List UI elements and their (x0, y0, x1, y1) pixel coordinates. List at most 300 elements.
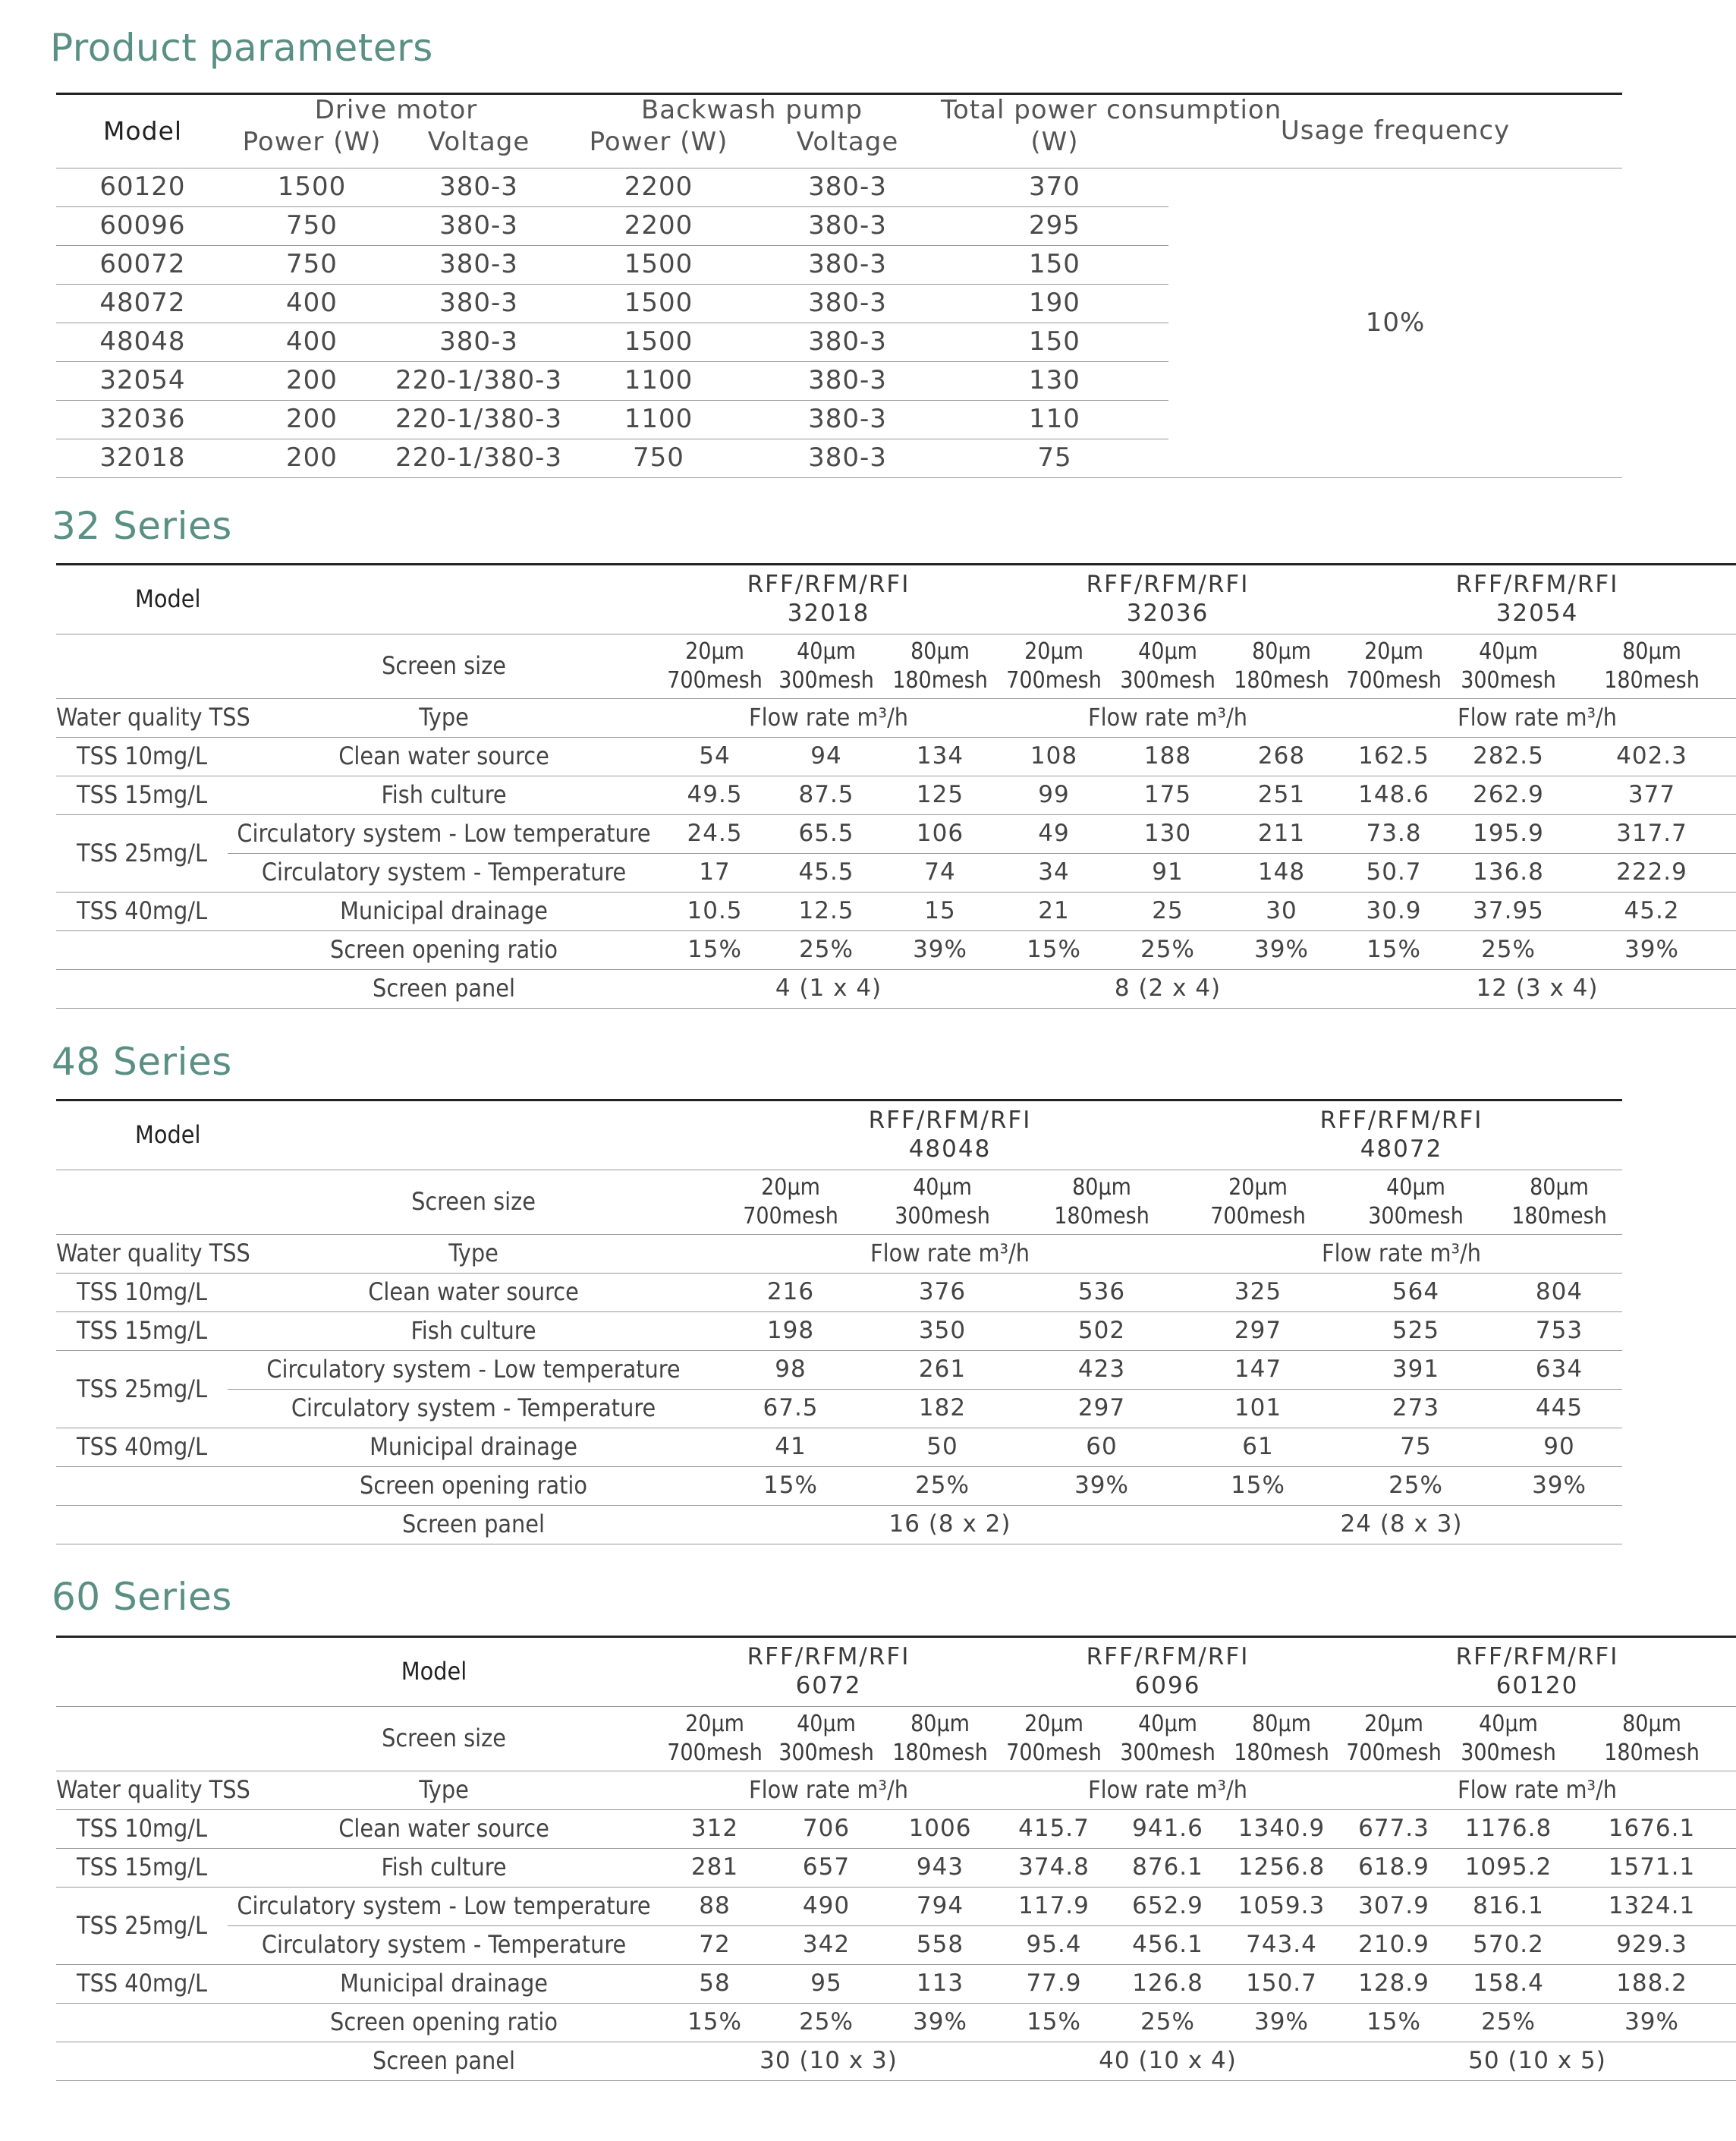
screen-size-cell (660, 634, 769, 699)
flow-value: 182 (862, 1390, 1023, 1428)
type-label: Clean water source (228, 1810, 660, 1849)
pump-power-cell: 1100 (563, 362, 754, 401)
opening-ratio-value: 25% (862, 1467, 1023, 1506)
flow-value: 50 (862, 1428, 1023, 1467)
drive-motor-header: Drive motor (229, 94, 563, 127)
pump-voltage-cell: 380-3 (754, 168, 941, 207)
mesh-label: 300mesh (778, 667, 874, 694)
tss-label: TSS 10mg/L (56, 1274, 228, 1312)
type-label: Circulatory system - Temperature (228, 1390, 719, 1428)
micron-label: 20μm (1364, 1710, 1423, 1737)
flow-value: 175 (1111, 776, 1225, 815)
flow-value: 126.8 (1111, 1965, 1225, 2004)
flow-row (56, 1849, 1736, 1888)
flow-value: 657 (769, 1849, 883, 1888)
model-row (56, 1100, 1622, 1170)
drive-power-cell: 200 (229, 362, 395, 401)
flow-value: 95 (769, 1965, 883, 2004)
flow-value: 125 (883, 776, 997, 815)
screen-size-cell (769, 634, 883, 699)
drive-voltage-cell: 380-3 (395, 168, 563, 207)
mesh-label: 700mesh (667, 1740, 763, 1766)
micron-label: 40μm (797, 638, 856, 665)
drive-voltage-cell: 380-3 (395, 207, 563, 246)
pump-voltage-cell: 380-3 (754, 401, 941, 439)
flow-row (56, 815, 1736, 854)
screen-panel-row (56, 970, 1736, 1009)
screen-panel-label: Screen panel (228, 2042, 660, 2081)
micron-label: 80μm (1622, 1710, 1681, 1737)
model-series-label: RFF/RFM/RFI (1086, 571, 1250, 599)
opening-ratio-value: 15% (1338, 2004, 1449, 2042)
model-number: 32054 (1495, 600, 1579, 627)
pump-voltage-cell: 380-3 (754, 323, 941, 362)
screen-size-label: Screen size (228, 634, 660, 699)
pump-power-cell: 1100 (563, 401, 754, 439)
flow-value: 130 (1111, 815, 1225, 854)
screen-panel-value: 30 (10 x 3) (660, 2042, 997, 2081)
opening-ratio-row (56, 1467, 1622, 1506)
flow-value: 1006 (883, 1810, 997, 1849)
flow-value: 282.5 (1449, 738, 1568, 776)
flow-row (56, 893, 1736, 931)
screen-size-row (56, 634, 1736, 699)
model-name (1338, 1637, 1736, 1707)
flow-value: 268 (1225, 738, 1338, 776)
blank-cell (56, 2004, 228, 2042)
mesh-label: 700mesh (667, 667, 763, 694)
flow-value: 273 (1335, 1390, 1496, 1428)
flow-value: 98 (719, 1351, 862, 1390)
screen-size-cell (769, 1707, 883, 1771)
flow-value: 158.4 (1449, 1965, 1568, 2004)
flow-value: 195.9 (1449, 815, 1568, 854)
model-number: 6072 (795, 1672, 862, 1699)
type-row (56, 699, 1736, 738)
flow-rate-header: Flow rate m³/h (1338, 1771, 1736, 1810)
flow-value: 261 (862, 1351, 1023, 1390)
micron-label: 20μm (1024, 1710, 1083, 1737)
screen-size-cell (1338, 1707, 1449, 1771)
micron-label: 20μm (1024, 638, 1083, 665)
mesh-label: 180mesh (1604, 667, 1700, 694)
flow-rate-header: Flow rate m³/h (1338, 699, 1736, 738)
opening-ratio-value: 39% (1023, 1467, 1181, 1506)
screen-panel-value: 12 (3 x 4) (1338, 970, 1736, 1009)
flow-value: 150.7 (1225, 1965, 1338, 2004)
micron-label: 40μm (1138, 1710, 1197, 1737)
flow-row (56, 1926, 1736, 1965)
micron-label: 20μm (761, 1173, 820, 1201)
model-cell: 60096 (56, 207, 229, 246)
flow-value: 94 (769, 738, 883, 776)
type-header: Type (228, 1235, 719, 1274)
drive-voltage-header: Voltage (395, 127, 563, 168)
flow-value: 198 (719, 1312, 862, 1351)
mesh-label: 300mesh (1368, 1203, 1464, 1230)
type-label: Municipal drainage (228, 893, 660, 931)
flow-value: 525 (1335, 1312, 1496, 1351)
flow-value: 634 (1496, 1351, 1622, 1390)
flow-value: 677.3 (1338, 1810, 1449, 1849)
flow-value: 317.7 (1568, 815, 1736, 854)
flow-rate-header: Flow rate m³/h (660, 699, 997, 738)
micron-label: 20μm (1364, 638, 1423, 665)
flow-value: 941.6 (1111, 1810, 1225, 1849)
opening-ratio-value: 25% (1111, 2004, 1225, 2042)
opening-ratio-value: 15% (660, 931, 769, 970)
micron-label: 40μm (797, 1710, 856, 1737)
flow-row (56, 1390, 1622, 1428)
flow-value: 49 (997, 815, 1111, 854)
pump-power-cell: 1500 (563, 285, 754, 323)
flow-value: 77.9 (997, 1965, 1111, 2004)
flow-value: 350 (862, 1312, 1023, 1351)
screen-size-cell (1225, 634, 1338, 699)
screen-size-cell (1023, 1170, 1181, 1235)
flow-value: 804 (1496, 1274, 1622, 1312)
flow-value: 113 (883, 1965, 997, 2004)
model-name (719, 1100, 1181, 1170)
type-label: Municipal drainage (228, 1965, 660, 2004)
drive-power-cell: 200 (229, 401, 395, 439)
blank-cell (56, 931, 228, 970)
flow-value: 281 (660, 1849, 769, 1888)
flow-value: 262.9 (1449, 776, 1568, 815)
pump-voltage-cell: 380-3 (754, 362, 941, 401)
micron-label: 80μm (910, 1710, 970, 1737)
flow-value: 147 (1181, 1351, 1335, 1390)
opening-ratio-label: Screen opening ratio (228, 931, 660, 970)
model-name (660, 1637, 997, 1707)
flow-rate-header: Flow rate m³/h (660, 1771, 997, 1810)
micron-label: 80μm (1252, 1710, 1311, 1737)
tss-label: TSS 25mg/L (56, 1888, 228, 1965)
flow-rate-header: Flow rate m³/h (719, 1235, 1181, 1274)
opening-ratio-value: 25% (769, 931, 883, 970)
flow-value: 376 (862, 1274, 1023, 1312)
model-number: 32036 (1126, 600, 1209, 627)
flow-value: 87.5 (769, 776, 883, 815)
model-name (1181, 1100, 1622, 1170)
flow-value: 325 (1181, 1274, 1335, 1312)
mesh-label: 700mesh (1006, 667, 1102, 694)
flow-value: 54 (660, 738, 769, 776)
mesh-label: 300mesh (1461, 667, 1556, 694)
micron-label: 40μm (1386, 1173, 1445, 1201)
opening-ratio-value: 15% (719, 1467, 862, 1506)
blank-cell (56, 1707, 228, 1771)
flow-value: 251 (1225, 776, 1338, 815)
tss-label: TSS 15mg/L (56, 1849, 228, 1888)
mesh-label: 180mesh (1511, 1203, 1607, 1230)
flow-value: 307.9 (1338, 1888, 1449, 1926)
flow-value: 816.1 (1449, 1888, 1568, 1926)
opening-ratio-value: 25% (1335, 1467, 1496, 1506)
flow-value: 91 (1111, 854, 1225, 893)
micron-label: 40μm (1479, 1710, 1538, 1737)
blank-cell (56, 1467, 228, 1506)
flow-value: 58 (660, 1965, 769, 2004)
opening-ratio-row (56, 2004, 1736, 2042)
flow-value: 402.3 (1568, 738, 1736, 776)
flow-value: 652.9 (1111, 1888, 1225, 1926)
screen-size-cell (1111, 1707, 1225, 1771)
pump-voltage-cell: 380-3 (754, 207, 941, 246)
water-quality-header: Water quality TSS (56, 1771, 228, 1810)
opening-ratio-value: 25% (769, 2004, 883, 2042)
model-series-label: RFF/RFM/RFI (747, 571, 910, 599)
flow-value: 536 (1023, 1274, 1181, 1312)
flow-value: 108 (997, 738, 1111, 776)
pump-power-cell: 2200 (563, 168, 754, 207)
model-number: 48048 (908, 1135, 992, 1163)
total-power-cell: 150 (941, 246, 1168, 285)
type-label: Circulatory system - Temperature (228, 1926, 660, 1965)
pump-power-cell: 1500 (563, 246, 754, 285)
model-header: Model (56, 1100, 719, 1170)
screen-size-cell (883, 634, 997, 699)
flow-value: 1676.1 (1568, 1810, 1736, 1849)
micron-label: 80μm (1072, 1173, 1131, 1201)
flow-value: 570.2 (1449, 1926, 1568, 1965)
screen-panel-value: 40 (10 x 4) (997, 2042, 1338, 2081)
flow-row (56, 1965, 1736, 2004)
screen-panel-value: 50 (10 x 5) (1338, 2042, 1736, 2081)
opening-ratio-value: 25% (1111, 931, 1225, 970)
type-label: Clean water source (228, 738, 660, 776)
model-name (1338, 565, 1736, 634)
type-label: Fish culture (228, 1312, 719, 1351)
model-cell: 60072 (56, 246, 229, 285)
mesh-label: 300mesh (895, 1203, 990, 1230)
model-number: 6096 (1134, 1672, 1201, 1699)
mesh-label: 700mesh (1006, 1740, 1102, 1766)
model-cell: 32036 (56, 401, 229, 439)
type-label: Municipal drainage (228, 1428, 719, 1467)
flow-value: 876.1 (1111, 1849, 1225, 1888)
mesh-label: 700mesh (1210, 1203, 1306, 1230)
mesh-label: 180mesh (1234, 667, 1329, 694)
flow-value: 374.8 (997, 1849, 1111, 1888)
flow-value: 490 (769, 1888, 883, 1926)
type-label: Circulatory system - Low temperature (228, 1351, 719, 1390)
usage-frequency-header: Usage frequency (1168, 94, 1622, 168)
flow-value: 929.3 (1568, 1926, 1736, 1965)
screen-size-cell (1338, 634, 1449, 699)
flow-value: 12.5 (769, 893, 883, 931)
water-quality-header: Water quality TSS (56, 699, 228, 738)
flow-value: 117.9 (997, 1888, 1111, 1926)
flow-value: 188.2 (1568, 1965, 1736, 2004)
model-row (56, 1637, 1736, 1707)
flow-row (56, 1351, 1622, 1390)
tss-label: TSS 25mg/L (56, 1351, 228, 1428)
pump-power-header: Power (W) (563, 127, 754, 168)
flow-value: 564 (1335, 1274, 1496, 1312)
drive-voltage-cell: 380-3 (395, 323, 563, 362)
pump-power-cell: 750 (563, 439, 754, 478)
flow-value: 128.9 (1338, 1965, 1449, 2004)
model-name (997, 1637, 1338, 1707)
flow-value: 342 (769, 1926, 883, 1965)
tss-label: TSS 40mg/L (56, 1428, 228, 1467)
flow-value: 706 (769, 1810, 883, 1849)
drive-power-header: Power (W) (229, 127, 395, 168)
screen-panel-row (56, 1506, 1622, 1544)
type-label: Fish culture (228, 1849, 660, 1888)
flow-value: 24.5 (660, 815, 769, 854)
screen-size-cell (1181, 1170, 1335, 1235)
flow-row (56, 1810, 1736, 1849)
flow-value: 377 (1568, 776, 1736, 815)
flow-value: 95.4 (997, 1926, 1111, 1965)
series-48-title: 48 Series (52, 1040, 232, 1084)
screen-size-cell (862, 1170, 1023, 1235)
opening-ratio-value: 15% (997, 2004, 1111, 2042)
pump-voltage-cell: 380-3 (754, 439, 941, 478)
micron-label: 40μm (1138, 638, 1197, 665)
model-header: Model (56, 1637, 660, 1707)
drive-voltage-cell: 380-3 (395, 246, 563, 285)
tss-label: TSS 15mg/L (56, 1312, 228, 1351)
flow-row (56, 1312, 1622, 1351)
flow-rate-header: Flow rate m³/h (1181, 1235, 1622, 1274)
flow-value: 67.5 (719, 1390, 862, 1428)
flow-value: 17 (660, 854, 769, 893)
mesh-label: 180mesh (892, 1740, 988, 1766)
drive-power-cell: 750 (229, 246, 395, 285)
total-power-cell: 370 (941, 168, 1168, 207)
model-cell: 48072 (56, 285, 229, 323)
model-name (997, 565, 1338, 634)
drive-power-cell: 400 (229, 323, 395, 362)
total-power-cell: 190 (941, 285, 1168, 323)
drive-power-cell: 1500 (229, 168, 395, 207)
flow-value: 216 (719, 1274, 862, 1312)
screen-panel-label: Screen panel (228, 970, 660, 1009)
opening-ratio-value: 15% (997, 931, 1111, 970)
screen-size-cell (1449, 1707, 1568, 1771)
page-title: Product parameters (50, 26, 433, 70)
flow-value: 41 (719, 1428, 862, 1467)
flow-value: 743.4 (1225, 1926, 1338, 1965)
flow-value: 312 (660, 1810, 769, 1849)
type-label: Fish culture (228, 776, 660, 815)
screen-size-label: Screen size (228, 1707, 660, 1771)
product-parameters-table (56, 93, 1622, 478)
pump-voltage-cell: 380-3 (754, 246, 941, 285)
model-header: Model (56, 94, 229, 168)
flow-value: 391 (1335, 1351, 1496, 1390)
model-cell: 48048 (56, 323, 229, 362)
series-60-table (56, 1636, 1736, 2081)
series-32-table (56, 563, 1736, 1009)
flow-value: 148 (1225, 854, 1338, 893)
screen-panel-label: Screen panel (228, 1506, 719, 1544)
flow-value: 222.9 (1568, 854, 1736, 893)
opening-ratio-value: 15% (1181, 1467, 1335, 1506)
model-series-label: RFF/RFM/RFI (868, 1107, 1032, 1135)
flow-value: 90 (1496, 1428, 1622, 1467)
type-label: Clean water source (228, 1274, 719, 1312)
mesh-label: 180mesh (1604, 1740, 1700, 1766)
series-32-title: 32 Series (52, 504, 232, 548)
total-power-cell: 130 (941, 362, 1168, 401)
model-cell: 32054 (56, 362, 229, 401)
opening-ratio-value: 15% (660, 2004, 769, 2042)
pump-voltage-header: Voltage (754, 127, 941, 168)
screen-panel-value: 24 (8 x 3) (1181, 1506, 1622, 1544)
flow-value: 30 (1225, 893, 1338, 931)
tss-label: TSS 40mg/L (56, 1965, 228, 2004)
screen-size-label: Screen size (228, 1170, 719, 1235)
drive-power-cell: 400 (229, 285, 395, 323)
model-series-label: RFF/RFM/RFI (1319, 1107, 1483, 1135)
model-series-label: RFF/RFM/RFI (1455, 1643, 1619, 1671)
flow-value: 502 (1023, 1312, 1181, 1351)
opening-ratio-label: Screen opening ratio (228, 1467, 719, 1506)
flow-value: 30.9 (1338, 893, 1449, 931)
flow-value: 45.5 (769, 854, 883, 893)
flow-value: 21 (997, 893, 1111, 931)
screen-size-cell (660, 1707, 769, 1771)
blank-cell (56, 634, 228, 699)
flow-value: 558 (883, 1926, 997, 1965)
opening-ratio-value: 39% (1568, 2004, 1736, 2042)
flow-value: 74 (883, 854, 997, 893)
total-power-cell: 75 (941, 439, 1168, 478)
flow-value: 25 (1111, 893, 1225, 931)
flow-value: 1176.8 (1449, 1810, 1568, 1849)
total-power-cell: 110 (941, 401, 1168, 439)
screen-size-cell (719, 1170, 862, 1235)
micron-label: 40μm (1479, 638, 1538, 665)
type-label: Circulatory system - Low temperature (228, 815, 660, 854)
flow-value: 88 (660, 1888, 769, 1926)
mesh-label: 300mesh (1120, 667, 1216, 694)
blank-cell (56, 970, 228, 1009)
param-row (56, 168, 1622, 207)
mesh-label: 180mesh (892, 667, 988, 694)
opening-ratio-value: 25% (1449, 2004, 1568, 2042)
drive-voltage-cell: 380-3 (395, 285, 563, 323)
screen-size-cell (1568, 1707, 1736, 1771)
flow-value: 211 (1225, 815, 1338, 854)
flow-value: 73.8 (1338, 815, 1449, 854)
type-header: Type (228, 699, 660, 738)
model-row (56, 565, 1736, 634)
blank-cell (56, 1170, 228, 1235)
screen-size-cell (1335, 1170, 1496, 1235)
flow-row (56, 776, 1736, 815)
opening-ratio-value: 39% (883, 2004, 997, 2042)
mesh-label: 700mesh (1346, 667, 1442, 694)
opening-ratio-value: 15% (1338, 931, 1449, 970)
opening-ratio-value: 39% (1225, 931, 1338, 970)
model-cell: 60120 (56, 168, 229, 207)
flow-value: 1324.1 (1568, 1888, 1736, 1926)
flow-value: 210.9 (1338, 1926, 1449, 1965)
flow-value: 99 (997, 776, 1111, 815)
flow-value: 65.5 (769, 815, 883, 854)
flow-value: 415.7 (997, 1810, 1111, 1849)
micron-label: 20μm (685, 638, 744, 665)
mesh-label: 300mesh (778, 1740, 874, 1766)
flow-value: 297 (1181, 1312, 1335, 1351)
drive-power-cell: 200 (229, 439, 395, 478)
flow-value: 101 (1181, 1390, 1335, 1428)
